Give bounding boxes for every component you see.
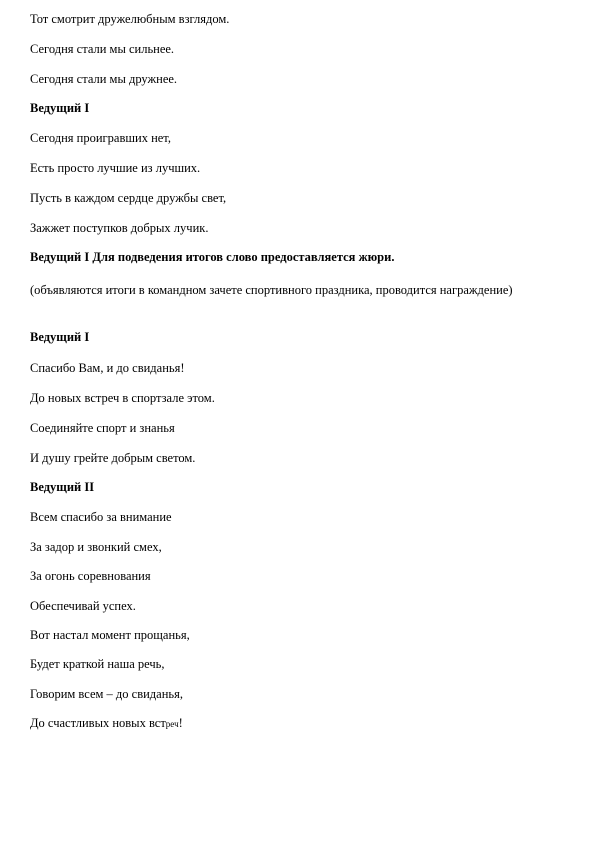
text-line: Вот настал момент прощанья, [30,628,190,642]
text-line-start: До счастливых новых вст [30,716,166,730]
text-line: И душу грейте добрым светом. [30,451,196,465]
text-line: Зажжет поступков добрых лучик. [30,221,209,235]
speaker-heading: Ведущий I [30,330,90,344]
stage-direction: (объявляются итоги в командном зачете спортивного праздника, проводится награждение) [30,283,513,297]
text-line: Всем спасибо за внимание [30,510,172,524]
text-line: До новых встреч в спортзале этом. [30,391,215,405]
text-line-small-part: реч [165,719,179,729]
text-line: Обеспечивай успех. [30,599,136,613]
text-line: Есть просто лучшие из лучших. [30,161,201,175]
text-line [30,716,183,731]
text-line: За огонь соревнования [30,569,151,583]
speaker-heading: Ведущий I Для подведения итогов слово предоставляется жюри. [30,250,395,264]
text-line: Пусть в каждом сердце дружбы свет, [30,191,227,205]
text-line: Спасибо Вам, и до свиданья! [30,361,185,375]
text-line: Сегодня стали мы дружнее. [30,72,178,86]
speaker-heading: Ведущий II [30,480,95,494]
text-line: За задор и звонкий смех, [30,540,162,554]
text-line: Сегодня стали мы сильнее. [30,42,175,56]
text-line: Тот смотрит дружелюбным взглядом. [30,12,230,26]
text-line-end: ! [178,716,183,730]
text-line: Соединяйте спорт и знанья [30,421,175,435]
text-line: Сегодня проигравших нет, [30,131,171,145]
speaker-heading: Ведущий I [30,101,90,115]
text-line: Говорим всем – до свиданья, [30,687,183,701]
text-line: Будет краткой наша речь, [30,657,165,671]
